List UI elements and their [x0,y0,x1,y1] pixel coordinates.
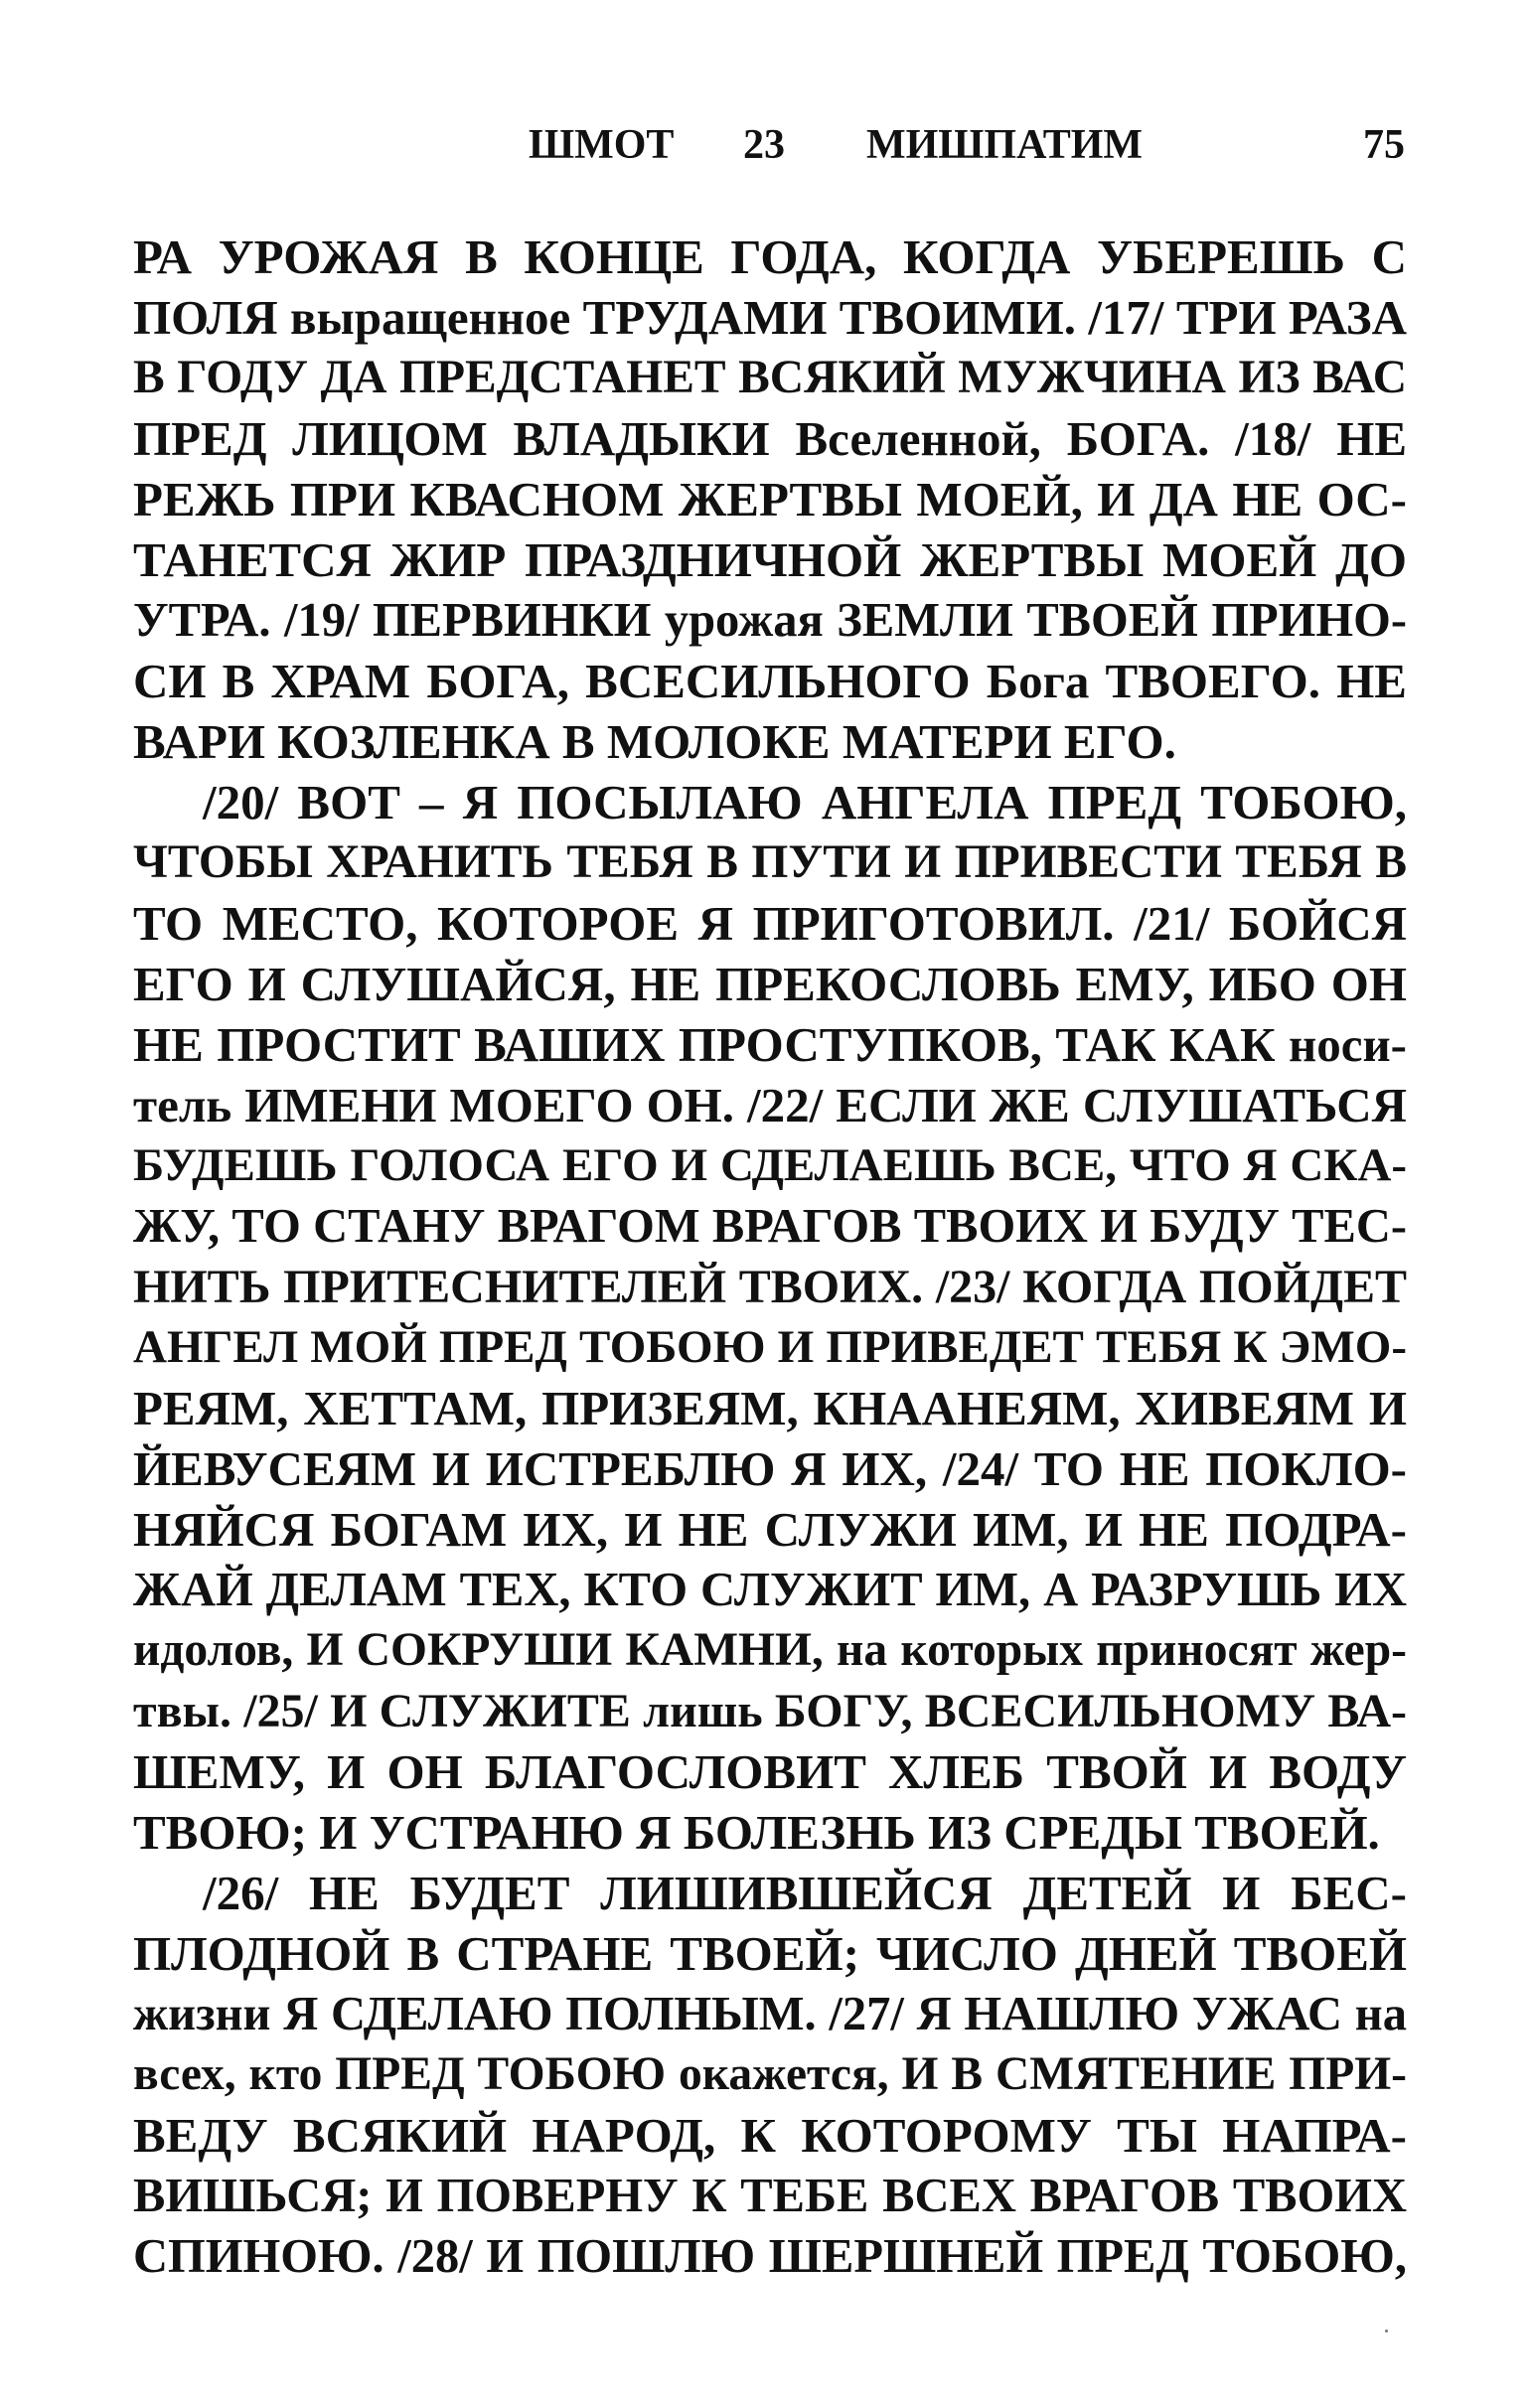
text-line: ЧТОБЫ ХРАНИТЬ ТЕБЯ В ПУТИ И ПРИВЕСТИ ТЕБЯ В [133,836,1407,888]
text-line: ЕГО И СЛУШАЙСЯ, НЕ ПРЕКОСЛОВЬ ЕМУ, ИБО ОН [133,957,1407,1011]
text-line: НЯЙСЯ БОГАМ ИХ, И НЕ СЛУЖИ ИМ, И НЕ ПОДРА- [133,1502,1407,1557]
text-line: РЕЖЬ ПРИ КВАСНОМ ЖЕРТВЫ МОЕЙ, И ДА НЕ ОС- [133,472,1407,527]
text-line: РА УРОЖАЯ В КОНЦЕ ГОДА, КОГДА УБЕРЕШЬ С [133,229,1407,284]
text-line: /20/ ВОТ – Я ПОСЫЛАЮ АНГЕЛА ПРЕД ТОБОЮ, [203,775,1407,829]
text-line: ПОЛЯ выращенное ТРУДАМИ ТВОИМИ. /17/ ТРИ РАЗА [133,290,1407,345]
body-text [133,226,1407,2287]
text-line: твы. /25/ И СЛУЖИТЕ лишь БОГУ, ВСЕСИЛЬНОМУ ВА- [133,1685,1407,1737]
text-line: ЙЕВУСЕЯМ И ИСТРЕБЛЮ Я ИХ, /24/ ТО НЕ ПОКЛО- [133,1441,1407,1496]
text-line: жизни Я СДЕЛАЮ ПОЛНЫМ. /27/ Я НАШЛЮ УЖАС на [133,1988,1407,2040]
text-line: ПЛОДНОЙ В СТРАНЕ ТВОЕЙ; ЧИСЛО ДНЕЙ ТВОЕЙ [133,1926,1407,1981]
text-line: СИ В ХРАМ БОГА, ВСЕСИЛЬНОГО Бога ТВОЕГО. НЕ [133,654,1407,708]
header-book-name: ШМОТ [529,122,675,168]
text-line: идолов, И СОКРУШИ КАМНИ, на которых приносят жер- [133,1624,1407,1676]
print-speck [1385,2330,1388,2333]
running-header [0,117,1533,173]
header-portion-name: МИШПАТИМ [866,122,1144,168]
text-line: ТВОЮ; И УСТРАНЮ Я БОЛЕЗНЬ ИЗ СРЕДЫ ТВОЕЙ. [133,1805,1380,1860]
text-line: ЖУ, ТО СТАНУ ВРАГОМ ВРАГОВ ТВОИХ И БУДУ ТЕС- [133,1200,1407,1253]
text-line: ВИШЬСЯ; И ПОВЕРНУ К ТЕБЕ ВСЕХ ВРАГОВ ТВОИХ [133,2170,1407,2222]
text-line: УТРА. /19/ ПЕРВИНКИ урожая ЗЕМЛИ ТВОЕЙ ПРИНО- [133,594,1407,647]
text-line: ПРЕД ЛИЦОМ ВЛАДЫКИ Вселенной, БОГА. /18/ НЕ [133,411,1407,466]
text-line: АНГЕЛ МОЙ ПРЕД ТОБОЮ И ПРИВЕДЕТ ТЕБЯ К ЭМО- [133,1321,1407,1373]
text-line: РЕЯМ, ХЕТТАМ, ПРИЗЕЯМ, КНААНЕЯМ, ХИВЕЯМ И [133,1381,1407,1435]
header-chapter-number: 23 [743,122,785,168]
text-line: /26/ НЕ БУДЕТ ЛИШИВШЕЙСЯ ДЕТЕЙ И БЕС- [203,1866,1407,1920]
text-line: НИТЬ ПРИТЕСНИТЕЛЕЙ ТВОИХ. /23/ КОГДА ПОЙДЕТ [133,1261,1407,1313]
text-line: ШЕМУ, И ОН БЛАГОСЛОВИТ ХЛЕБ ТВОЙ И ВОДУ [133,1744,1407,1799]
text-line: ТАНЕТСЯ ЖИР ПРАЗДНИЧНОЙ ЖЕРТВЫ МОЕЙ ДО [133,532,1407,587]
text-line: ЖАЙ ДЕЛАМ ТЕХ, КТО СЛУЖИТ ИМ, А РАЗРУШЬ ИХ [133,1564,1407,1616]
text-line: ВАРИ КОЗЛЕНКА В МОЛОКЕ МАТЕРИ ЕГО. [133,714,1176,769]
text-line: НЕ ПРОСТИТ ВАШИХ ПРОСТУПКОВ, ТАК КАК носи- [133,1017,1407,1072]
text-line: ТО МЕСТО, КОТОРОЕ Я ПРИГОТОВИЛ. /21/ БОЙСЯ [133,896,1407,951]
text-line: В ГОДУ ДА ПРЕДСТАНЕТ ВСЯКИЙ МУЖЧИНА ИЗ ВАС [133,352,1407,403]
text-line: БУДЕШЬ ГОЛОСА ЕГО И СДЕЛАЕШЬ ВСЕ, ЧТО Я СКА- [133,1139,1407,1191]
page-number: 75 [1363,122,1405,168]
text-line: ВЕДУ ВСЯКИЙ НАРОД, К КОТОРОМУ ТЫ НАПРА- [133,2108,1407,2163]
text-line: тель ИМЕНИ МОЕГО ОН. /22/ ЕСЛИ ЖЕ СЛУШАТЬСЯ [133,1078,1407,1132]
text-line: всех, кто ПРЕД ТОБОЮ окажется, И В СМЯТЕНИЕ ПРИ- [133,2048,1407,2100]
text-line: СПИНОЮ. /28/ И ПОШЛЮ ШЕРШНЕЙ ПРЕД ТОБОЮ, [133,2230,1407,2283]
